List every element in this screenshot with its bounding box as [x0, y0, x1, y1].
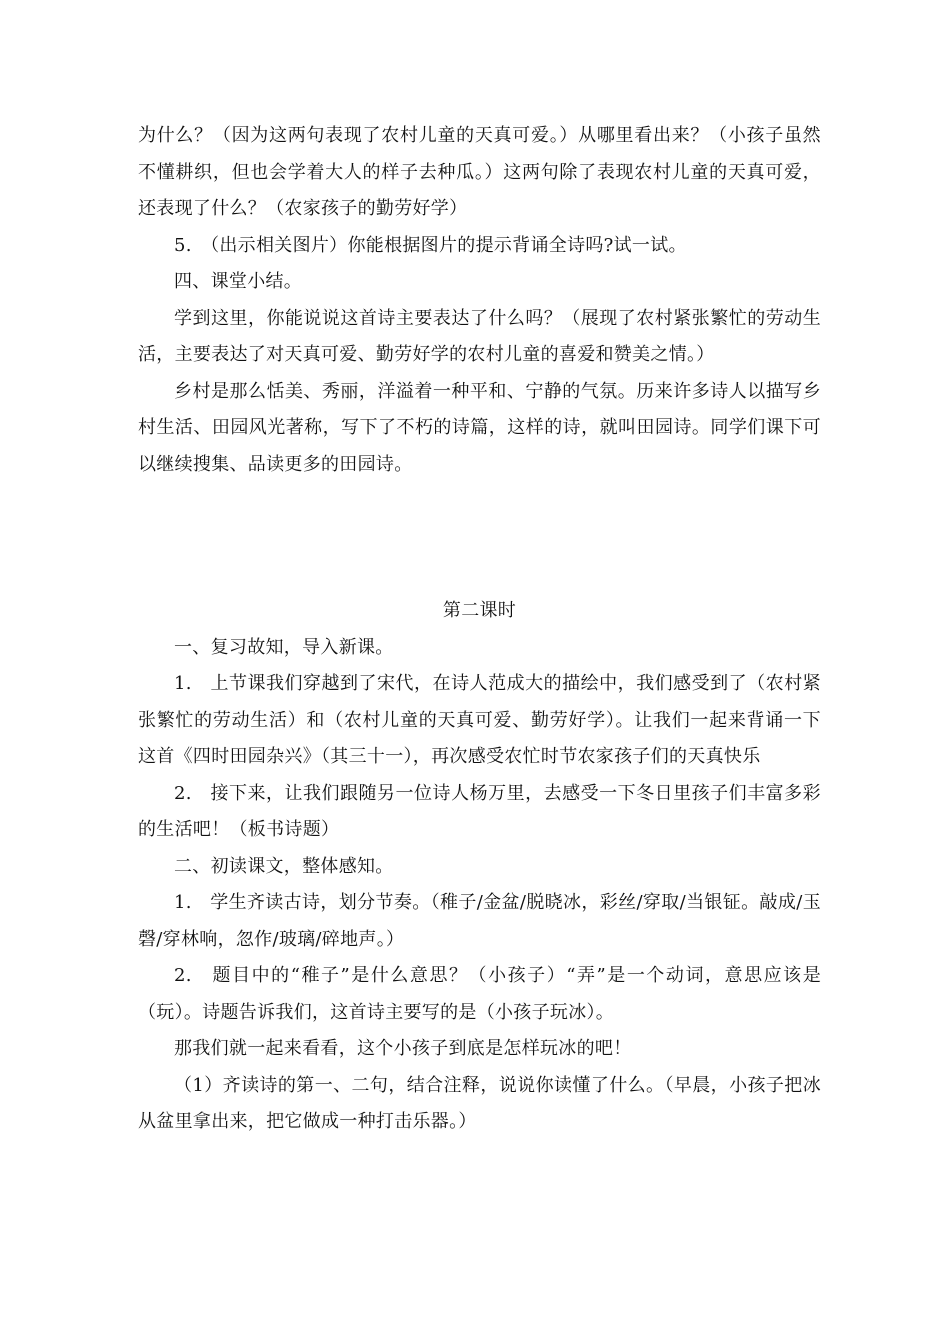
- section-heading-reading: 二、初读课文，整体感知。: [174, 855, 394, 877]
- review-step-1: 1. 上节课我们穿越到了宋代，在诗人范成大的描绘中，我们感受到了（农村紧张繁忙的劳动生活）和（农村儿童的天真可爱、勤劳好学）。让我们一起来背诵一下这首《四时田园杂兴》（其三十一），再次感受农忙时节农家孩子们的天真快乐: [138, 673, 821, 767]
- review-step-2: 2. 接下来，让我们跟随另一位诗人杨万里，去感受一下冬日里孩子们丰富多彩的生活吧！（板书诗题）: [138, 782, 821, 840]
- section-spacer: [138, 483, 821, 593]
- section-heading-summary: 四、课堂小结。: [174, 271, 303, 292]
- summary-paragraph-1: 学到这里，你能说说这首诗主要表达了什么吗？（展现了农村紧张繁忙的劳动生活，主要表达了对天真可爱、勤劳好学的农村儿童的喜爱和赞美之情。）: [138, 307, 821, 365]
- summary-paragraph-2: 乡村是那么恬美、秀丽，洋溢着一种平和、宁静的气氛。历来许多诗人以描写乡村生活、田园风光著称，写下了不朽的诗篇，这样的诗，就叫田园诗。同学们课下可以继续搜集、品读更多的田园诗。: [138, 380, 821, 475]
- lesson-title: 第二课时: [442, 600, 517, 621]
- step-5-paragraph: 5. （出示相关图片）你能根据图片的提示背诵全诗吗?试一试。: [174, 234, 687, 256]
- document-page: [138, 118, 821, 1141]
- section-heading-review: 一、复习故知，导入新课。: [174, 636, 394, 658]
- reading-step-2: 2. 题目中的“稚子”是什么意思？（小孩子）“弄”是一个动词，意思应该是（玩）。诗题告诉我们，这首诗主要写的是（小孩子玩冰）。: [138, 965, 821, 1023]
- sub-step-1: （1）齐读诗的第一、二句，结合注释，说说你读懂了什么。（早晨，小孩子把冰从盆里拿出来，把它做成一种打击乐器。）: [138, 1074, 821, 1132]
- reading-step-1: 1. 学生齐读古诗，划分节奏。（稚子/金盆/脱晓冰，彩丝/穿取/当银钲。敲成/玉磬/穿林响，忽作/玻璃/碎地声。）: [138, 892, 821, 950]
- continued-paragraph: 为什么？（因为这两句表现了农村儿童的天真可爱。）从哪里看出来？（小孩子虽然不懂耕织，但也会学着大人的样子去种瓜。）这两句除了表现农村儿童的天真可爱，还表现了什么？（农家孩子的勤劳好学）: [138, 125, 821, 219]
- transition-paragraph: 那我们就一起来看看，这个小孩子到底是怎样玩冰的吧！: [174, 1038, 632, 1059]
